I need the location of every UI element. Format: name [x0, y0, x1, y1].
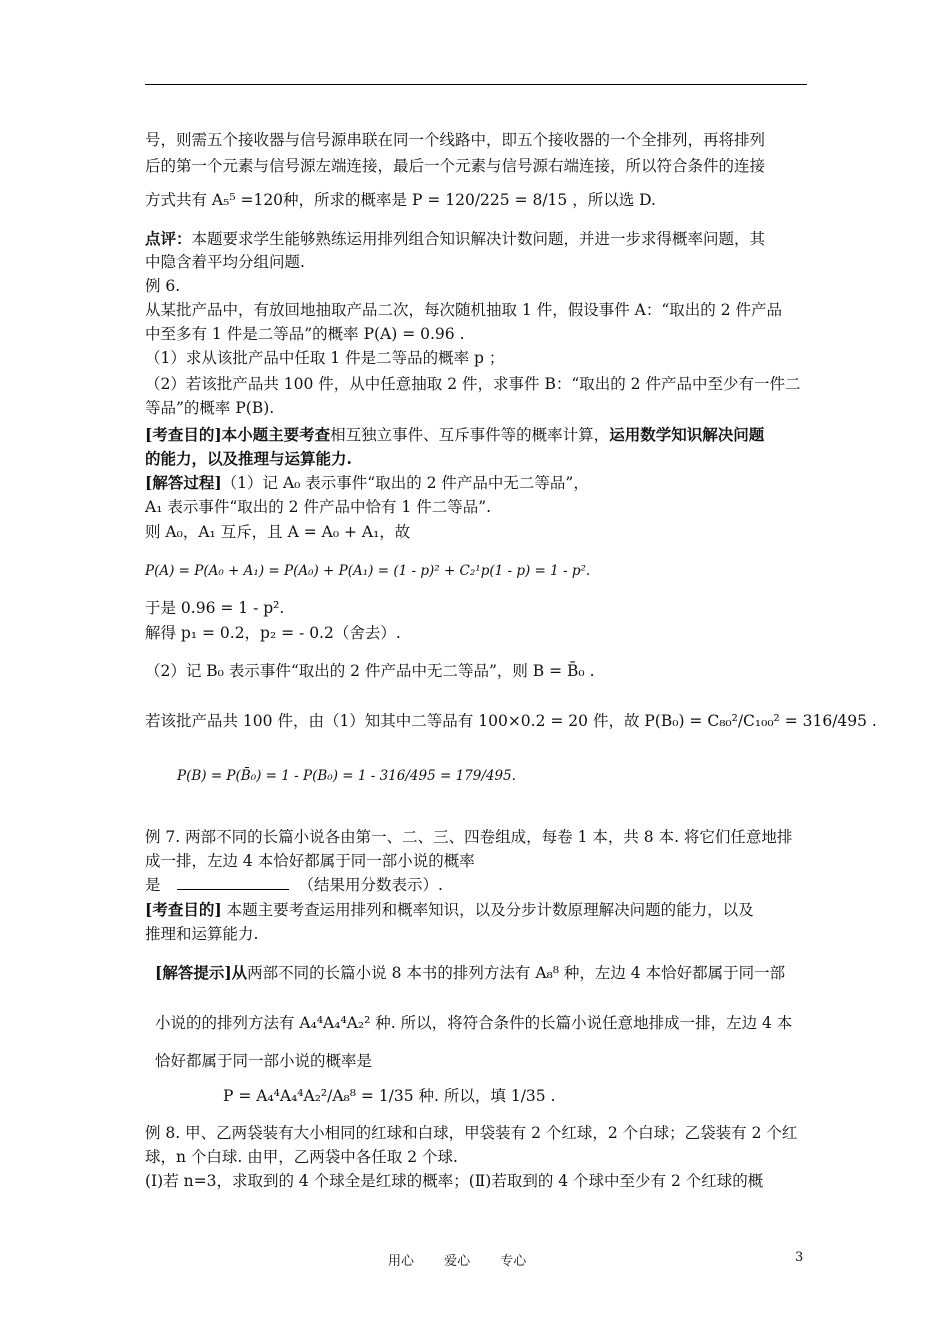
text-line [145, 597, 284, 619]
line-text: 方式共有 A₅⁵ =120种，所求的概率是 P = 120/225 = 8/15 ，所以选 D. [145, 191, 656, 209]
text-line [145, 710, 877, 732]
text-line [155, 1050, 372, 1072]
text-line [145, 826, 792, 848]
text-line [145, 521, 410, 543]
line-text: （2）记 B₀ 表示事件“取出的 2 件产品中无二等品”，则 B = B̄₀ . [145, 662, 595, 680]
line-text: 是 [145, 876, 161, 894]
text-line [145, 496, 491, 518]
text-line [145, 155, 765, 177]
line-text: 解得 p₁ = 0.2，p₂ = - 0.2（舍去）. [145, 624, 401, 642]
line-text: 本题主要考查运用排列和概率知识，以及分步计数原理解决问题的能力，以及 [221, 901, 754, 919]
line-text: 则 A₀，A₁ 互斥，且 A = A₀ + A₁，故 [145, 523, 411, 541]
text-line [145, 560, 590, 582]
bold-label: [解答提示]从 [155, 963, 248, 982]
text-line [145, 899, 754, 921]
bold-label: 的能力，以及推理与运算能力. [145, 449, 352, 468]
text-line [145, 660, 595, 682]
text-line [145, 622, 401, 644]
text-line [145, 228, 765, 250]
text-line [145, 874, 443, 896]
header-rule [145, 84, 807, 85]
text-line [223, 1085, 556, 1107]
line-text: 例 6. [145, 277, 181, 295]
line-text: 例 8. 甲、乙两袋装有大小相同的红球和白球，甲袋装有 2 个红球，2 个白球；乙袋装有 2 个红 [145, 1124, 798, 1142]
text-line [145, 1146, 458, 1168]
line-text: （1）求从该批产品中任取 1 件是二等品的概率 p ； [145, 349, 505, 367]
line-text: P(B) = P(B̄₀) = 1 - P(B₀) = 1 - 316/495 = 179/495. [177, 768, 516, 784]
text-line [145, 323, 465, 345]
text-line [145, 1170, 763, 1192]
page-number: 3 [795, 1250, 804, 1265]
line-text: （1）记 A₀ 表示事件“取出的 2 件产品中无二等品”， [221, 474, 589, 492]
text-line [145, 373, 800, 395]
text-line [145, 189, 656, 211]
bold-suffix: 运用数学知识解决问题 [609, 425, 765, 444]
line-text: 球，n 个白球. 由甲，乙两袋中各任取 2 个球. [145, 1148, 458, 1166]
text-line [145, 448, 352, 470]
text-line [145, 397, 274, 419]
bold-label: [解答过程] [145, 473, 222, 492]
text-line [145, 1122, 797, 1144]
line-text: 例 7. 两部不同的长篇小说各由第一、二、三、四卷组成，每卷 1 本，共 8 本. 将它们任意地排 [145, 828, 793, 846]
text-line [145, 347, 504, 369]
line-text: 中隐含着平均分组问题. [145, 253, 305, 271]
line-text: （2）若该批产品共 100 件，从中任意抽取 2 件，求事件 B：“取出的 2 件产品中至少有一件二 [145, 375, 801, 393]
line-text: 若该批产品共 100 件，由（1）知其中二等品有 100×0.2 = 20 件，故 P(B₀) = C₈₀²/C₁₀₀² = 316/495 . [145, 712, 877, 730]
line-text: 两部不同的长篇小说 8 本书的排列方法有 A₈⁸ 种，左边 4 本恰好都属于同一部 [247, 964, 786, 982]
text-line [145, 251, 305, 273]
text-line [145, 424, 764, 446]
line-text: P(A) = P(A₀ + A₁) = P(A₀) + P(A₁) = (1 - p)² + C₂¹p(1 - p) = 1 - p². [145, 563, 591, 579]
text-line [145, 923, 258, 945]
line-text: 中至多有 1 件是二等品”的概率 P(A) = 0.96 . [145, 325, 465, 343]
bold-label: 点评： [145, 229, 192, 248]
bold-label: [考查目的] [145, 900, 222, 919]
line-text: 相互独立事件、互斥事件等的概率计算， [330, 426, 610, 444]
page-footer: 用心 爱心 专心 [388, 1254, 527, 1269]
text-line [177, 765, 516, 787]
text-line [145, 275, 180, 297]
text-line [145, 850, 475, 872]
bold-label: [考查目的]本小题主要考查 [145, 425, 331, 444]
text-line [145, 472, 589, 494]
line-text-after: （结果用分数表示）. [298, 876, 443, 894]
line-text: 从某批产品中，有放回地抽取产品二次，每次随机抽取 1 件，假设事件 A：“取出的 2 件产品 [145, 301, 782, 319]
line-text: P = A₄⁴A₄⁴A₂²/A₈⁸ = 1/35 种. 所以，填 1/35 . [223, 1087, 556, 1105]
line-text: 小说的的排列方法有 A₄⁴A₄⁴A₂² 种. 所以，将符合条件的长篇小说任意地排成一排，左边 4 本 [155, 1014, 793, 1032]
line-text: (Ⅰ)若 n=3，求取到的 4 个球全是红球的概率；(Ⅱ)若取到的 4 个球中至少有 2 个红球的概 [145, 1172, 764, 1190]
text-line [145, 299, 782, 321]
answer-blank[interactable] [177, 875, 289, 890]
line-text: 本题要求学生能够熟练运用排列组合知识解决计数问题，并进一步求得概率问题，其 [191, 230, 766, 248]
line-text: 成一排，左边 4 本恰好都属于同一部小说的概率 [145, 852, 475, 870]
line-text: 等品”的概率 P(B). [145, 399, 275, 417]
text-line [155, 962, 785, 984]
line-text: 于是 0.96 = 1 - p². [145, 599, 285, 617]
text-line [155, 1012, 792, 1034]
line-text: 推理和运算能力. [145, 925, 259, 943]
line-text: 后的第一个元素与信号源左端连接，最后一个元素与信号源右端连接，所以符合条件的连接 [145, 157, 766, 175]
line-text: 恰好都属于同一部小说的概率是 [155, 1052, 373, 1070]
line-text: A₁ 表示事件“取出的 2 件产品中恰有 1 件二等品”. [145, 498, 492, 516]
line-text: 号，则需五个接收器与信号源串联在同一个线路中，即五个接收器的一个全排列，再将排列 [145, 131, 766, 149]
text-line [145, 129, 765, 151]
